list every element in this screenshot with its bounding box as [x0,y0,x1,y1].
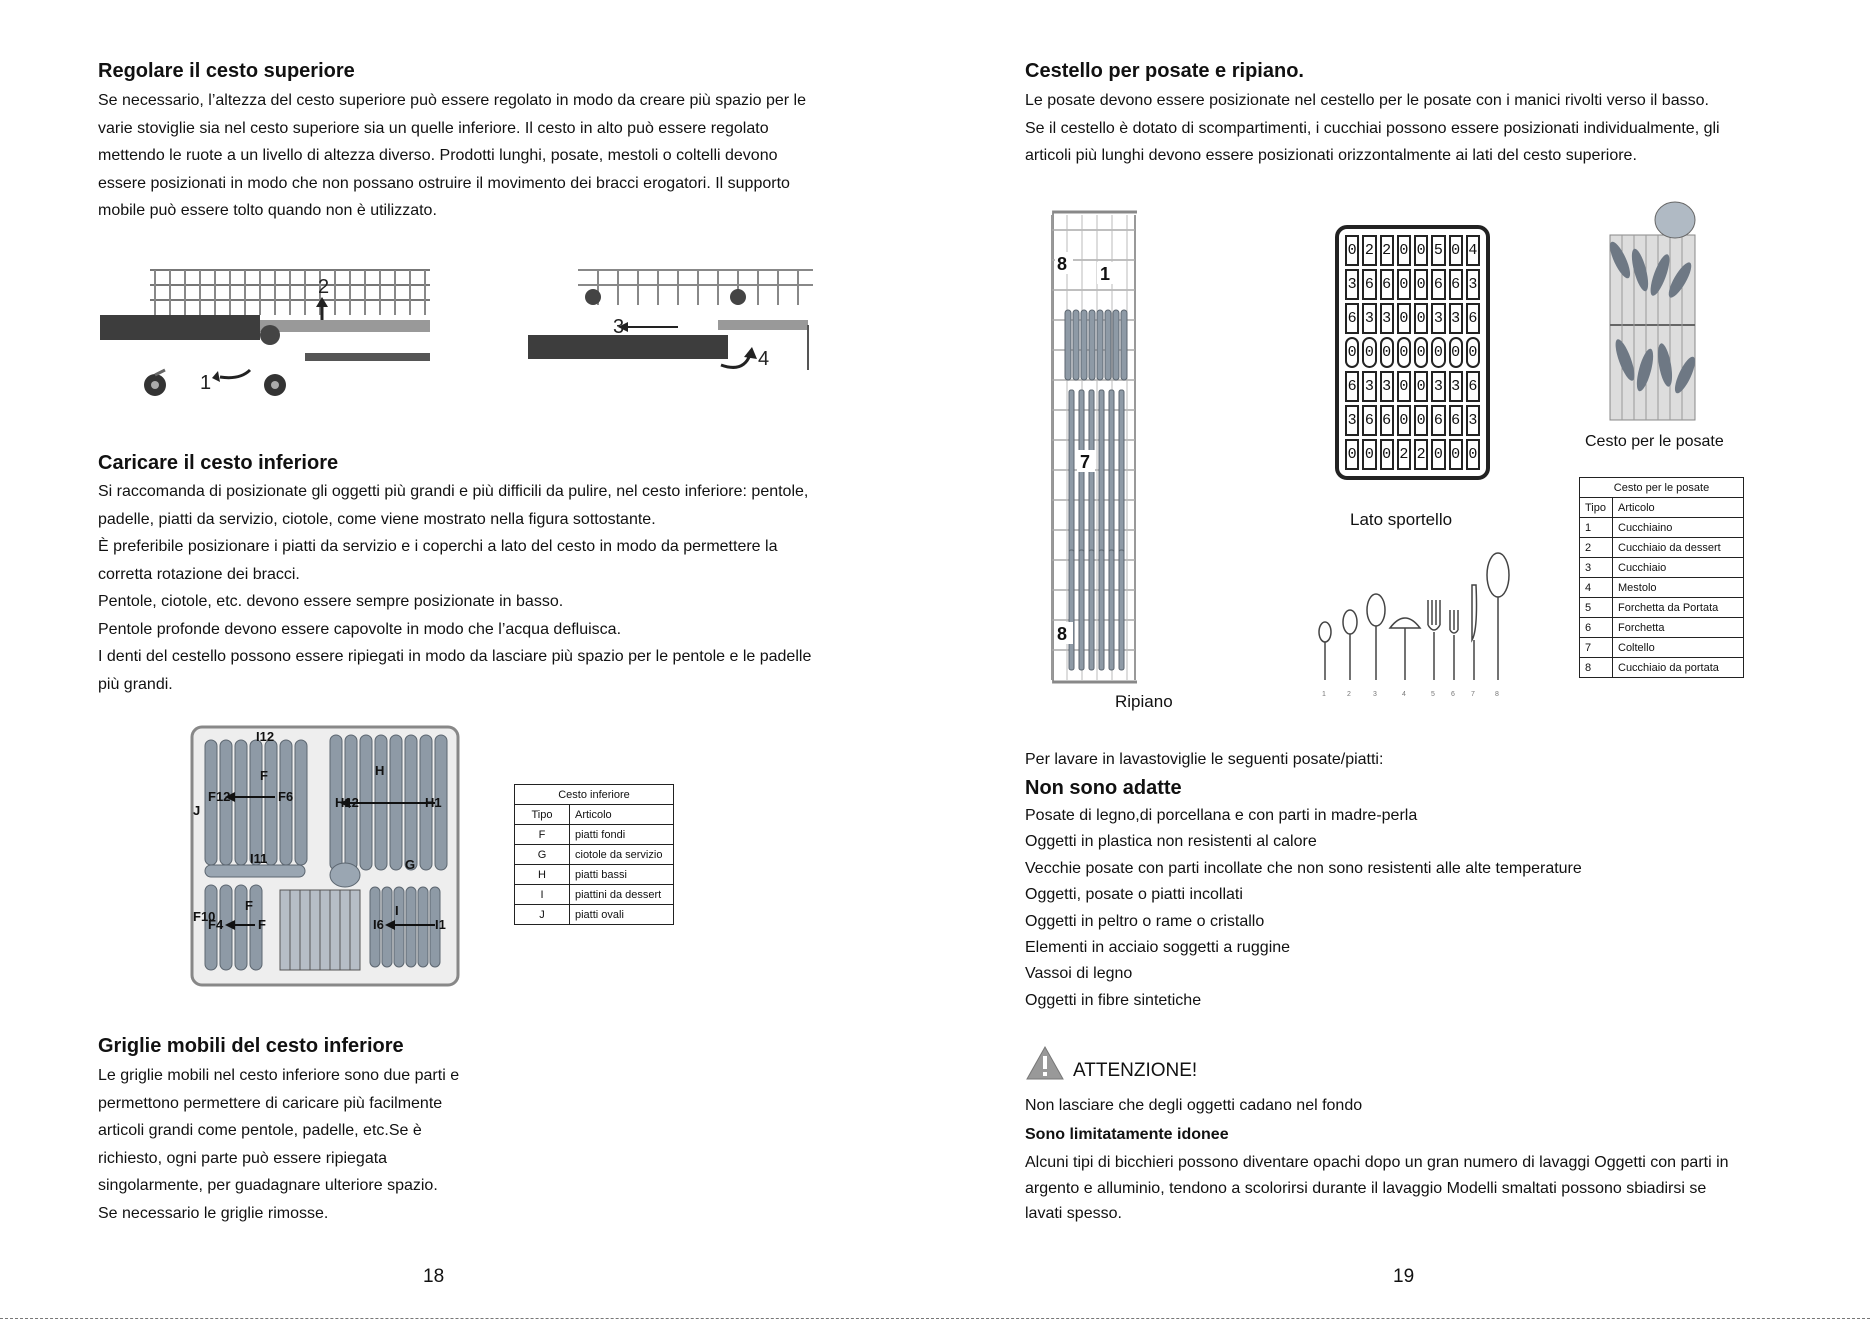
page-bottom-edge [0,1318,1870,1319]
cutlery-basket-table [1579,477,1744,678]
cutlery-basket-caption: Cesto per le posate [1585,433,1724,450]
utensil-number: 2 [1347,691,1351,698]
grid-cell: 3 [1345,405,1359,436]
list-item: Vecchie posate con parti incollate che non sono resistenti alle alte temperature [1025,859,1582,877]
basket-label: I [395,903,399,918]
section-title-cutlery: Cestello per posate e ripiano. [1025,60,1304,82]
text-line: permettono permettere di caricare più facilmente [98,1094,443,1112]
table-cell: 3 [1580,558,1613,578]
section-title-movable-racks: Griglie mobili del cesto inferiore [98,1035,404,1057]
table-row [1580,578,1744,598]
basket-adjust-figure-b [528,265,818,375]
table-cell: Cucchiaio [1613,558,1744,578]
table-row [1580,598,1744,618]
text-line: I denti del cestello possono essere ripiegati in modo da lasciare più spazio per le pentole e le padelle [98,648,812,665]
basket-label: I12 [256,729,275,744]
grid-cell: 3 [1362,371,1376,402]
basket-label: F6 [278,789,294,804]
text-line: essere posizionati in modo che non possano ostruire il movimento dei bracci erogatori. Il supporto [98,174,790,192]
lower-basket-table [514,784,674,925]
table-cell: 5 [1580,598,1613,618]
section-title-upper-basket: Regolare il cesto superiore [98,60,355,82]
list-item: Oggetti, posate o piatti incollati [1025,886,1243,904]
figure-label: 1 [200,372,212,394]
utensil-number: 8 [1495,691,1499,698]
grid-cell: 0 [1362,337,1376,368]
movable-racks-text [98,1062,459,1227]
ripiano-label: 8 [1057,254,1068,274]
text-line: articoli grandi come pentole, padelle, etc.Se è [98,1122,422,1139]
ripiano-label: 7 [1080,452,1091,472]
upper-basket-text [98,87,806,225]
grid-cell: 6 [1466,303,1480,334]
section-title-not-suitable: Non sono adatte [1025,777,1182,799]
text-line: più grandi. [98,675,173,693]
table-cell: Forchetta [1613,618,1744,638]
grid-cell: 0 [1414,371,1428,402]
table-row [515,885,674,905]
text-line: singolarmente, per guadagnare ulteriore spazio. [98,1177,438,1194]
grid-cell: 3 [1449,371,1463,402]
basket-label: H12 [335,795,359,810]
limited-suitable-text [1025,1150,1729,1227]
table-header: Articolo [1613,498,1744,518]
text-line: lavati spesso. [1025,1205,1122,1222]
ripiano-label: 1 [1100,264,1111,284]
utensil-number: 4 [1402,691,1406,698]
door-side-caption: Lato sportello [1350,510,1453,529]
grid-cell: 2 [1397,439,1411,470]
ripiano-figure [1047,210,1137,690]
grid-cell: 6 [1380,269,1394,300]
table-cell: 8 [1580,658,1613,678]
basket-label: G [405,857,416,872]
basket-label: H [375,763,385,778]
table-cell: 1 [1580,518,1613,538]
text-line: Le posate devono essere posizionate nel cestello per le posate con i manici rivolti verso il basso. [1025,92,1709,109]
text-line: Se il cestello è dotato di scompartimenti, i cucchiai possono essere posizionati individualmente, gli [1025,119,1720,137]
table-cell: 2 [1580,538,1613,558]
grid-cell: 0 [1414,269,1428,300]
table-header: Tipo [515,805,570,825]
text-line: richiesto, ogni parte può essere ripiegata [98,1149,388,1167]
table-row [515,905,674,925]
utensils-figure [1310,550,1510,700]
text-line: Pentole profonde devono essere capovolte in modo che l’acqua defluisca. [98,620,622,638]
figure-label: 2 [318,276,330,298]
basket-adjust-figure-a [100,265,435,405]
basket-label: I1 [435,917,446,932]
table-cell: F [515,825,570,845]
grid-cell: 0 [1397,269,1411,300]
utensil-number: 3 [1373,691,1377,698]
grid-cell: 3 [1431,303,1445,334]
grid-cell: 0 [1431,337,1445,368]
grid-cell: 6 [1345,303,1359,334]
table-caption: Cesto per le posate [1580,478,1744,498]
basket-label: F12 [208,789,231,804]
table-row [1580,558,1744,578]
cutlery-basket-figure [1590,200,1700,425]
table-row [1580,658,1744,678]
text-line: mobile può essere tolto quando non è utilizzato. [98,202,437,219]
door-side-grid [1335,225,1490,480]
page-number: 18 [423,1266,445,1287]
limited-suitable-title: Sono limitatamente idonee [1025,1126,1229,1143]
section-title-lower-basket: Caricare il cesto inferiore [98,452,339,474]
table-cell: ciotole da servizio [570,845,674,865]
utensil-number: 6 [1451,691,1455,698]
text-line: Se necessario le griglie rimosse. [98,1204,329,1222]
lower-basket-text [98,478,811,698]
table-row [515,865,674,885]
text-line: È preferibile posizionare i piatti da servizio e i coperchi a lato del cesto in modo da permettere la [98,538,778,555]
ripiano-label: 8 [1057,624,1068,644]
table-header: Articolo [570,805,674,825]
washing-intro: Per lavare in lavastoviglie le seguenti posate/piatti: [1025,751,1384,768]
table-cell: piattini da dessert [570,885,674,905]
table-cell: piatti ovali [570,905,674,925]
list-item: Oggetti in fibre sintetiche [1025,991,1202,1009]
text-line: Si raccomanda di posizionate gli oggetti più grandi e più difficili da pulire, nel cesto inferiore: pentole, [98,483,809,500]
basket-label: H1 [425,795,442,810]
grid-cell: 3 [1380,371,1394,402]
table-header-row [1580,498,1744,518]
grid-cell: 5 [1431,235,1445,266]
list-item: Posate di legno,di porcellana e con parti in madre-perla [1025,807,1418,824]
right-page [935,0,1870,1323]
table-cell: H [515,865,570,885]
page-number: 19 [1393,1266,1415,1287]
text-line: varie stoviglie sia nel cesto superiore sia un quelle inferiore. Il cesto in alto può essere regolato [98,119,769,137]
grid-cell: 0 [1414,235,1428,266]
grid-cell: 3 [1449,303,1463,334]
grid-cell: 3 [1466,405,1480,436]
grid-cell: 0 [1466,439,1480,470]
grid-cell: 6 [1345,371,1359,402]
basket-label: I11 [250,851,268,866]
table-cell: piatti bassi [570,865,674,885]
table-cell: Coltello [1613,638,1744,658]
basket-label: I6 [373,917,384,932]
grid-cell: 0 [1449,439,1463,470]
grid-cell: 0 [1380,439,1394,470]
grid-cell: 6 [1431,269,1445,300]
grid-cell: 6 [1449,269,1463,300]
grid-cell: 6 [1431,405,1445,436]
table-cell: 4 [1580,578,1613,598]
grid-cell: 3 [1345,269,1359,300]
basket-label: F [260,768,268,783]
text-line: Pentole, ciotole, etc. devono essere sempre posizionate in basso. [98,593,564,610]
grid-cell: 2 [1414,439,1428,470]
text-line: Se necessario, l’altezza del cesto superiore può essere regolato in modo da creare più spazio per le [98,92,806,109]
grid-cell: 0 [1380,337,1394,368]
text-line: articoli più lunghi devono essere posizionati orizzontalmente ai lati del cesto superiore. [1025,147,1637,164]
table-cell: piatti fondi [570,825,674,845]
table-row [1580,538,1744,558]
text-line: mettendo le ruote a un livello di altezza diverso. Prodotti lunghi, posate, mestoli o coltelli devono [98,147,778,164]
figure-label: 3 [613,316,625,338]
grid-cell: 3 [1431,371,1445,402]
table-cell: I [515,885,570,905]
table-row [1580,618,1744,638]
figure-label: 4 [758,348,770,370]
text-line: Alcuni tipi di bicchieri possono diventare opachi dopo un gran numero di lavaggi Oggetti con parti in [1025,1154,1729,1171]
basket-label: F4 [208,917,224,932]
grid-cell: 0 [1397,235,1411,266]
grid-cell: 0 [1397,405,1411,436]
table-header: Tipo [1580,498,1613,518]
grid-cell: 0 [1362,439,1376,470]
basket-label: F [245,898,253,913]
warning-icon [1025,1045,1065,1081]
basket-label: J [193,803,201,818]
text-line: padelle, piatti da servizio, ciotole, come viene mostrato nella figura sottostante. [98,510,656,528]
table-cell: 7 [1580,638,1613,658]
table-caption: Cesto inferiore [515,785,674,805]
grid-cell: 0 [1414,303,1428,334]
table-cell: G [515,845,570,865]
table-cell: J [515,905,570,925]
list-item: Oggetti in peltro o rame o cristallo [1025,912,1265,930]
grid-cell: 0 [1397,371,1411,402]
warning-line: Non lasciare che degli oggetti cadano nel fondo [1025,1097,1363,1114]
table-cell: 6 [1580,618,1613,638]
grid-cell: 3 [1380,303,1394,334]
table-row [515,845,674,865]
grid-cell: 4 [1466,235,1480,266]
grid-cell: 6 [1449,405,1463,436]
table-cell: Forchetta da Portata [1613,598,1744,618]
grid-cell: 2 [1380,235,1394,266]
grid-cell: 6 [1380,405,1394,436]
grid-cell: 3 [1466,269,1480,300]
not-suitable-list [1025,803,1582,1014]
grid-cell: 0 [1414,405,1428,436]
grid-cell: 3 [1362,303,1376,334]
utensil-number: 1 [1322,691,1326,698]
cutlery-text [1025,87,1720,170]
text-line: Le griglie mobili nel cesto inferiore sono due parti e [98,1067,460,1084]
table-cell: Cucchiaino [1613,518,1744,538]
grid-cell: 0 [1397,303,1411,334]
list-item: Elementi in acciaio soggetti a ruggine [1025,939,1291,957]
grid-cell: 0 [1414,337,1428,368]
utensil-number: 5 [1431,691,1435,698]
lower-basket-figure [190,725,460,987]
table-header-row [515,805,674,825]
grid-cell: 6 [1362,405,1376,436]
text-line: argento e alluminio, tendono a scolorirsi durante il lavaggio Modelli smaltati possono sbiadirsi se [1025,1179,1707,1197]
table-cell: Cucchiaio da dessert [1613,538,1744,558]
table-row [1580,518,1744,538]
grid-cell: 0 [1449,337,1463,368]
list-item: Oggetti in plastica non resistenti al calore [1025,833,1317,851]
basket-label: F [258,917,266,932]
grid-cell: 6 [1466,371,1480,402]
grid-cell: 0 [1466,337,1480,368]
basket-label: F10 [193,909,216,924]
table-cell: Cucchiaio da portata [1613,658,1744,678]
grid-cell: 0 [1397,337,1411,368]
warning-title: ATTENZIONE! [1073,1060,1198,1081]
table-cell: Mestolo [1613,578,1744,598]
list-item: Vassoi di legno [1025,965,1133,983]
grid-cell: 0 [1345,337,1359,368]
grid-cell: 0 [1449,235,1463,266]
utensil-number: 7 [1471,691,1475,698]
text-line: corretta rotazione dei bracci. [98,565,300,583]
grid-cell: 0 [1345,439,1359,470]
table-row [515,825,674,845]
ripiano-caption: Ripiano [1115,692,1173,711]
grid-cell: 2 [1362,235,1376,266]
grid-cell: 0 [1431,439,1445,470]
table-row [1580,638,1744,658]
grid-cell: 0 [1345,235,1359,266]
grid-cell: 6 [1362,269,1376,300]
